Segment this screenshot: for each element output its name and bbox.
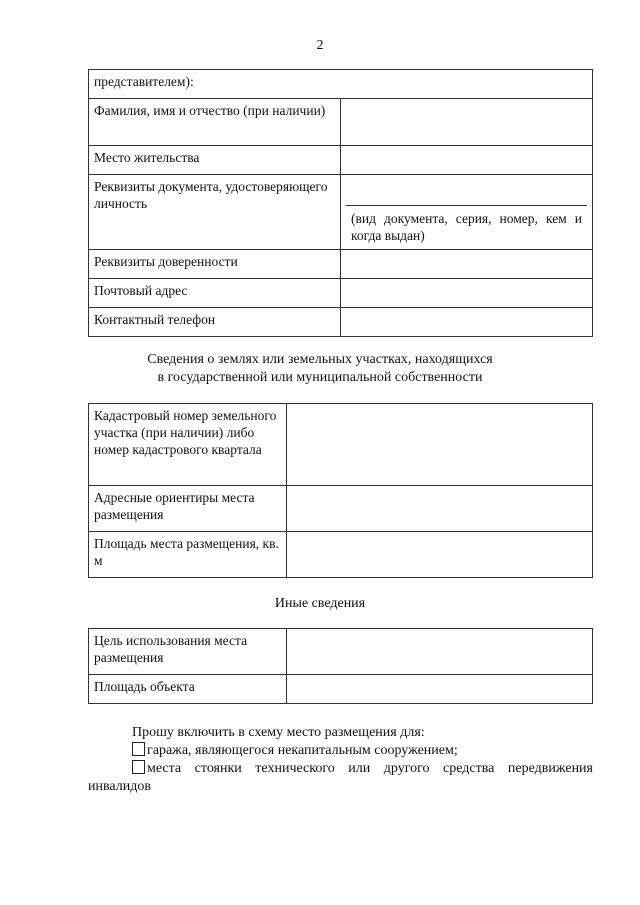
option-disabled-parking bbox=[88, 760, 593, 778]
object-area-label: Площадь объекта bbox=[89, 675, 287, 704]
other-section-heading: Иные сведения bbox=[274, 596, 366, 611]
land-table bbox=[88, 403, 593, 578]
option-disabled-parking-label: места стоянки технического или другого средства передвижения bbox=[147, 761, 593, 776]
power-of-attorney-label: Реквизиты доверенности bbox=[89, 250, 341, 279]
table-row bbox=[89, 675, 593, 704]
continuation-cell: представителем): bbox=[89, 70, 593, 99]
identity-document-field[interactable] bbox=[346, 178, 587, 206]
usage-purpose-label: Цель использования места размещения bbox=[89, 629, 287, 675]
table-row bbox=[89, 70, 593, 99]
table-row bbox=[89, 250, 593, 279]
address-landmarks-label: Адресные ориентиры места размещения bbox=[89, 486, 287, 532]
full-name-label: Фамилия, имя и отчество (при наличии) bbox=[89, 99, 341, 146]
land-heading-line-1: Сведения о землях или земельных участках, находящихся bbox=[147, 352, 493, 367]
table-row bbox=[89, 532, 593, 578]
postal-address-field[interactable] bbox=[341, 279, 593, 308]
identity-document-hint: (вид документа, серия, номер, кем и когда выдан) bbox=[351, 211, 582, 243]
identity-document-label: Реквизиты документа, удостоверяющего личность bbox=[89, 175, 341, 250]
representative-table bbox=[88, 69, 593, 337]
land-section-heading bbox=[0, 351, 640, 387]
cadastral-number-label: Кадастровый номер земельного участка (при наличии) либо номер кадастрового квартала bbox=[89, 404, 287, 486]
option-garage-label: гаража, являющегося некапитальным сооружением; bbox=[147, 743, 458, 758]
table-row bbox=[89, 486, 593, 532]
contact-phone-label: Контактный телефон bbox=[89, 308, 341, 337]
option-garage bbox=[88, 742, 593, 760]
residence-label: Место жительства bbox=[89, 146, 341, 175]
table-row bbox=[89, 279, 593, 308]
postal-address-label: Почтовый адрес bbox=[89, 279, 341, 308]
table-row bbox=[89, 146, 593, 175]
disabled-parking-checkbox[interactable] bbox=[132, 760, 145, 774]
full-name-field[interactable] bbox=[341, 99, 593, 146]
residence-field[interactable] bbox=[341, 146, 593, 175]
placement-area-label: Площадь места размещения, кв. м bbox=[89, 532, 287, 578]
object-area-field[interactable] bbox=[287, 675, 593, 704]
land-heading-line-2: в государственной или муниципальной собственности bbox=[157, 370, 483, 385]
power-of-attorney-field[interactable] bbox=[341, 250, 593, 279]
contact-phone-field[interactable] bbox=[341, 308, 593, 337]
table-row bbox=[89, 404, 593, 486]
request-block bbox=[88, 724, 593, 796]
identity-document-cell bbox=[341, 175, 593, 250]
option-disabled-parking-continuation: инвалидов bbox=[88, 779, 151, 794]
cadastral-number-field[interactable] bbox=[287, 404, 593, 486]
other-info-table bbox=[88, 628, 593, 704]
table-row bbox=[89, 99, 593, 146]
usage-purpose-field[interactable] bbox=[287, 629, 593, 675]
page-number: 2 bbox=[316, 38, 324, 53]
table-row bbox=[89, 629, 593, 675]
table-row bbox=[89, 308, 593, 337]
placement-area-field[interactable] bbox=[287, 532, 593, 578]
table-row bbox=[89, 175, 593, 250]
address-landmarks-field[interactable] bbox=[287, 486, 593, 532]
garage-checkbox[interactable] bbox=[132, 742, 145, 756]
request-intro: Прошу включить в схему место размещения для: bbox=[132, 725, 425, 740]
